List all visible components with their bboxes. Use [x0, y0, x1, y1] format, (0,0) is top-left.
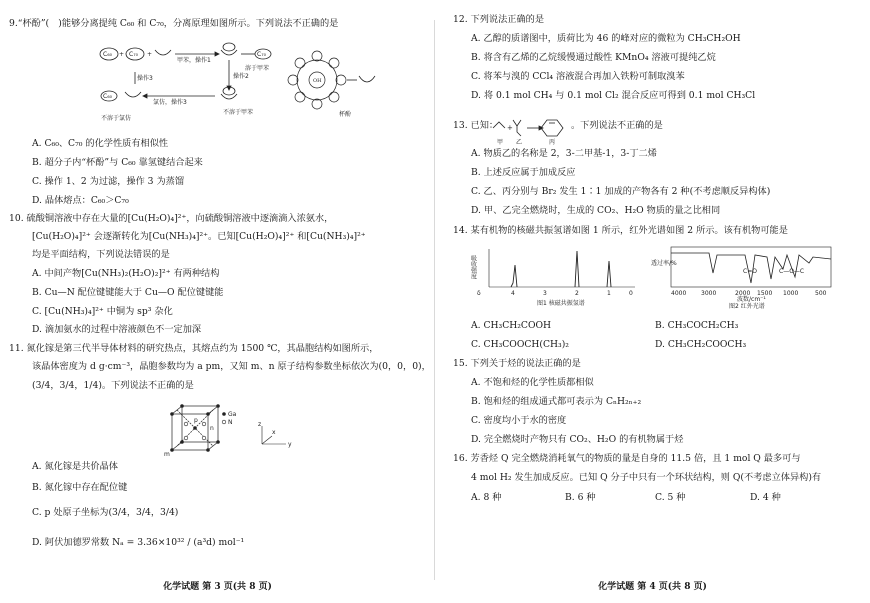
q13-option-b: B. 上述反应属于加成反应 [471, 167, 576, 178]
calixarene-structure [288, 51, 346, 109]
nmr-ylabel: 吸收强度 [469, 255, 477, 279]
q14-ir-spectrum [649, 243, 839, 309]
q16-option-b: B. 6 种 [565, 492, 596, 503]
q9-option-c: C. 操作 1、2 为过滤，操作 3 为蒸馏 [32, 176, 185, 187]
q10-option-c: C. [Cu(NH₃)₄]²⁺ 中铜为 sp³ 杂化 [32, 306, 173, 317]
svg-text:C₇₀: C₇₀ [257, 51, 266, 58]
q9-option-b: B. 超分子内“杯酚”与 C₆₀ 靠氢键结合起来 [32, 157, 203, 168]
nmr-peak-2 [575, 251, 579, 287]
cup-symbol-icon [359, 76, 375, 82]
step1-label: 甲苯，操作1 [177, 57, 211, 64]
nmr-peak-4 [511, 265, 517, 287]
calixarene-label: 杯酚 [339, 111, 352, 118]
page-footer-3: 化学试题 第 3 页(共 8 页) [163, 582, 272, 593]
svg-text:波数/cm⁻¹: 波数/cm⁻¹ [737, 296, 766, 303]
svg-text:+: + [507, 124, 513, 132]
svg-text:OH: OH [313, 78, 322, 84]
c70-label: C₇₀ [129, 51, 138, 58]
q12-option-b: B. 将含有乙烯的乙烷缓慢通过酸性 KMnO₄ 溶液可提纯乙烷 [471, 52, 716, 63]
q16-option-c: C. 5 种 [655, 492, 686, 503]
q13-option-d: D. 甲、乙完全燃烧时，生成的 CO₂、H₂O 物质的量之比相同 [471, 205, 721, 216]
q14-option-c: C. CH₃COOCH(CH₃)₂ [471, 339, 569, 350]
q9-option-a: A. C₆₀、C₇₀ 的化学性质有相似性 [32, 138, 169, 149]
q13-option-a: A. 物质乙的名称是 2，3-二甲基-1，3-丁二烯 [471, 148, 657, 159]
q10-option-d: D. 滴加氨水的过程中溶液颜色不一定加深 [32, 324, 202, 335]
exam-page-4 [435, 0, 870, 603]
q13-option-c: C. 乙、丙分别与 Br₂ 发生 1∶1 加成的产物各有 2 种(不考虑顺反异构体) [471, 186, 771, 197]
q15-option-c: C. 密度均小于水的密度 [471, 415, 567, 426]
svg-text:x: x [272, 429, 276, 436]
yi-diene-icon [513, 120, 521, 136]
ir-caption: 图2 红外光谱 [729, 303, 765, 310]
q10-line-2: [Cu(H₂O)₄]²⁺ 会逐渐转化为[Cu(NH₃)₄]²⁺。已知[Cu(H₂O)₄]²⁺ 和[Cu(NH₃)₄]²⁺ [32, 231, 366, 242]
q11-unit-cell-diagram [160, 400, 300, 460]
svg-text:操作3: 操作3 [137, 75, 153, 82]
svg-text:2: 2 [575, 290, 579, 297]
q11-option-c: C. p 处原子坐标为(3/4，3/4，3/4) [32, 507, 179, 518]
chloroform-label: 氯仿，操作3 [153, 99, 187, 106]
q12-option-a: A. 乙醇的质谱图中，质荷比为 46 的峰对应的微粒为 CH₃CH₂OH [471, 33, 741, 44]
svg-text:4: 4 [511, 290, 515, 297]
label-jia: 甲 [497, 139, 504, 146]
q16-option-a: A. 8 种 [471, 492, 502, 503]
q14-option-d: D. CH₃CH₂COOCH₃ [655, 339, 747, 350]
step2-label: 操作2 [233, 73, 249, 80]
svg-text:y: y [288, 441, 292, 448]
svg-text:1500: 1500 [757, 290, 773, 297]
insoluble-chloroform-label: 不溶于氯仿 [101, 115, 132, 122]
q13-stem-tail: 。下列说法不正确的是 [571, 120, 663, 131]
svg-text:3: 3 [543, 290, 547, 297]
q12-option-d: D. 将 0.1 mol CH₄ 与 0.1 mol Cl₂ 混合反应可得到 0.1 mol CH₃Cl [471, 90, 756, 101]
q12-stem: 12. 下列说法正确的是 [453, 14, 545, 25]
q15-option-a: A. 不饱和烃的化学性质都相似 [471, 377, 594, 388]
q14-nmr-spectrum [471, 243, 641, 309]
q16-option-d: D. 4 种 [750, 492, 781, 503]
q9-stem: 9.“杯酚”( )能够分离提纯 C₆₀ 和 C₇₀，分离原理如图所示。下列说法不正确的是 [9, 18, 339, 29]
q10-line-3: 均是平面结构，下列说法错误的是 [32, 249, 170, 260]
svg-text:+: + [147, 51, 153, 58]
svg-text:C₆₀: C₆₀ [103, 93, 112, 100]
label-yi: 乙 [516, 139, 523, 146]
svg-text:2000: 2000 [735, 290, 751, 297]
label-bing: 丙 [549, 139, 556, 146]
c60-label: C₆₀ [103, 51, 112, 58]
q11-line-2: 该晶体密度为 d g·cm⁻³，晶胞参数均为 a pm，又知 m、n 原子结构参数坐标依次为(0，0，0)， [32, 361, 431, 372]
ir-mark-co: C=O [743, 268, 757, 275]
svg-text:δ: δ [477, 290, 481, 297]
q14-option-a: A. CH₃CH₂COOH [471, 320, 552, 331]
q11-line-1: 11. 氮化镓是第三代半导体材料的研究热点，其熔点约为 1500 ℃，其晶胞结构如图所示， [9, 343, 379, 354]
jia-alkene-icon [493, 122, 505, 128]
q11-option-b: B. 氮化镓中存在配位键 [32, 482, 128, 493]
legend-ga: Ga [228, 411, 237, 418]
q9-separation-diagram [95, 36, 375, 128]
q11-option-a: A. 氮化镓是共价晶体 [32, 461, 118, 472]
label-m: m [164, 451, 170, 458]
dissolve-label: 溶于甲苯 [245, 65, 270, 72]
svg-text:4000: 4000 [671, 290, 687, 297]
q11-line-3: (3/4，3/4，1/4)。下列说法不正确的是 [32, 380, 194, 391]
q10-option-a: A. 中间产物[Cu(NH₃)₂(H₂O)₂]²⁺ 有两种结构 [32, 268, 220, 279]
q10-line-1: 10. 硫酸铜溶液中存在大量的[Cu(H₂O)₄]²⁺，向硫酸铜溶液中逐滴滴入浓氨水， [9, 213, 334, 224]
recovered-cup-icon [125, 92, 141, 97]
label-p: p [194, 417, 198, 424]
q10-option-b: B. Cu—N 配位键键能大于 Cu—O 配位键键能 [32, 287, 224, 298]
cup-phenol-icon [155, 50, 171, 55]
svg-text:1000: 1000 [783, 290, 799, 297]
ir-ylabel: 透过率/% [651, 260, 677, 267]
q14-stem: 14. 某有机物的核磁共振氢谱如图 1 所示，红外光谱如图 2 所示。该有机物可能是 [453, 225, 788, 236]
insoluble-toluene-label: 不溶于甲苯 [223, 109, 254, 116]
q14-option-b: B. CH₃COCH₂CH₃ [655, 320, 739, 331]
q15-option-b: B. 饱和烃的组成通式都可表示为 CₙH₂ₙ₊₂ [471, 396, 642, 407]
svg-text:3000: 3000 [701, 290, 717, 297]
ir-mark-coc: C—O—C [779, 268, 805, 275]
svg-text:+: + [119, 51, 125, 58]
svg-text:500: 500 [815, 290, 827, 297]
svg-text:1: 1 [607, 290, 611, 297]
svg-text:0: 0 [629, 290, 633, 297]
q16-line-1: 16. 芳香烃 Q 完全燃烧消耗氧气的物质的量是自身的 11.5 倍，且 1 mol Q 最多可与 [453, 453, 801, 464]
q12-option-c: C. 将苯与溴的 CCl₄ 溶液混合再加入铁粉可制取溴苯 [471, 71, 685, 82]
q16-line-2: 4 mol H₂ 发生加成反应。已知 Q 分子中只有一个环状结构，则 Q(不考虑立体异构)有 [471, 472, 822, 483]
legend-n: N [228, 419, 233, 426]
q11-option-d: D. 阿伏加德罗常数 Nₐ = 3.36×10³² / (a³d) mol⁻¹ [32, 537, 245, 548]
q13-reaction-diagram [491, 112, 571, 146]
bing-ring-icon [541, 120, 563, 136]
page-footer-4: 化学试题 第 4 页(共 8 页) [598, 582, 707, 593]
nmr-caption: 图1 核磁共振氢谱 [537, 300, 585, 307]
q15-stem: 15. 下列关于烃的说法正确的是 [453, 358, 581, 369]
nmr-peak-1 [607, 261, 611, 287]
q9-option-d: D. 晶体熔点：C₆₀＞C₇₀ [32, 195, 129, 206]
q15-option-d: D. 完全燃烧时产物只有 CO₂、H₂O 的有机物属于烃 [471, 434, 684, 445]
q13-stem: 13. 已知： [453, 120, 499, 131]
label-n: n [210, 425, 214, 432]
svg-text:z: z [258, 421, 262, 428]
